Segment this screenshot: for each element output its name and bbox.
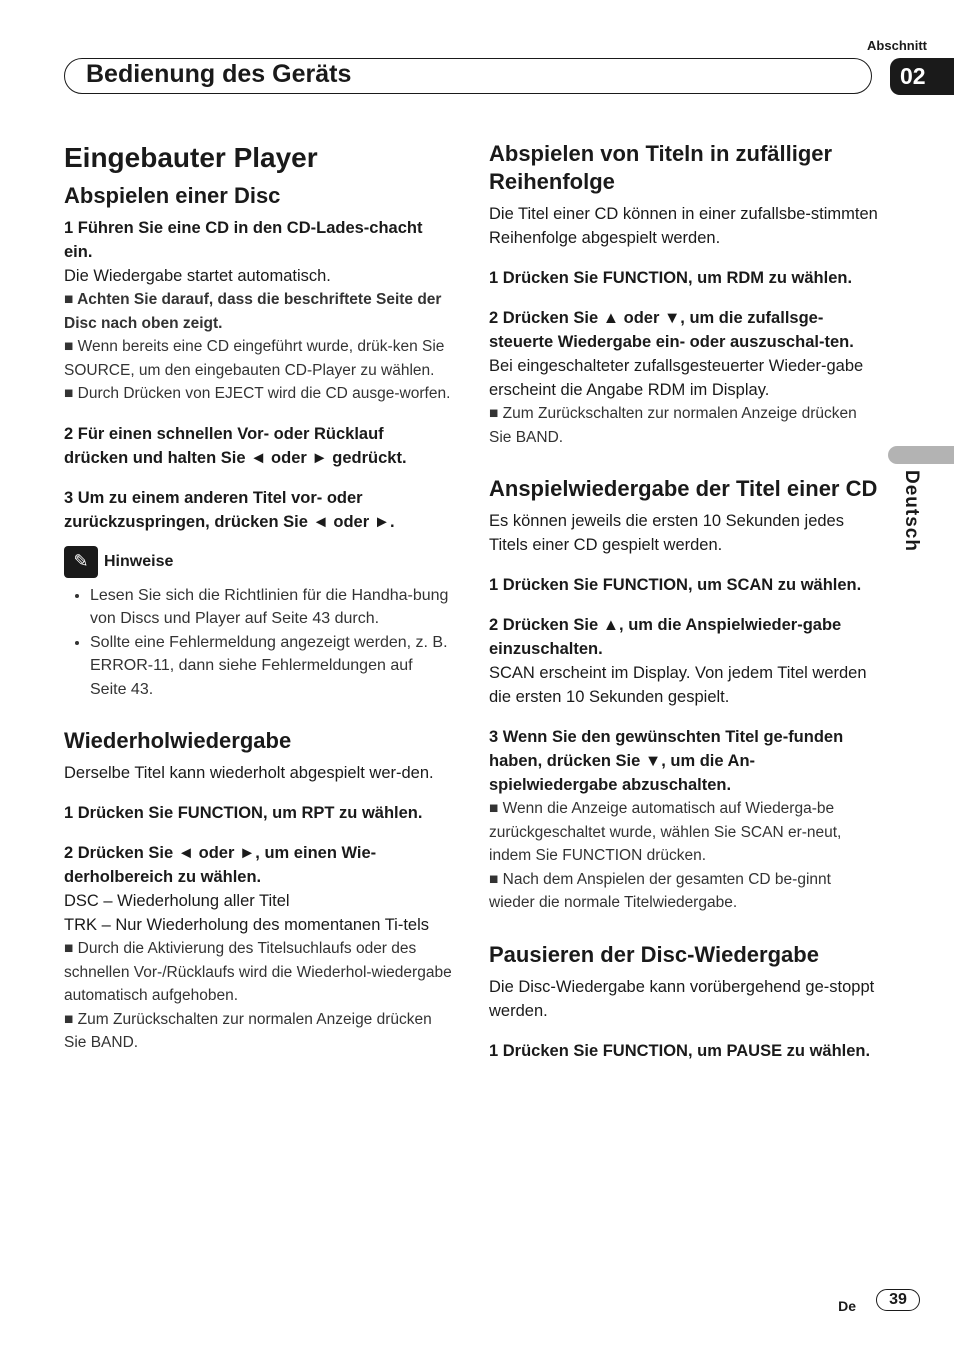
- disc-step-3: 3 Um zu einem anderen Titel vor- oder zurückzuspringen, drücken Sie ◄ oder ►.: [64, 488, 395, 531]
- repeat-note-1: ■ Durch die Aktivierung des Titelsuchlaufs oder des schnellen Vor-/Rücklaufs wird die Wiederhol-wiedergabe automatisch aufgehoben.: [64, 940, 452, 1004]
- pause-step-1: 1 Drücken Sie FUNCTION, um PAUSE zu wählen.: [489, 1041, 871, 1060]
- disc-step-1-text: Die Wiedergabe startet automatisch.: [64, 267, 331, 285]
- repeat-dsc: DSC – Wiederholung aller Titel: [64, 892, 290, 910]
- hinweise-item-1: • Lesen Sie sich die Richtlinien für die Handha-bung von Discs und Player auf Seite 43 durch.: [90, 584, 452, 631]
- scan-text: SCAN erscheint im Display. Von jedem Titel werden die ersten 10 Sekunden gespielt.: [489, 664, 867, 706]
- disc-note-1: ■ Achten Sie darauf, dass die beschriftete Seite der Disc nach oben zeigt.: [64, 291, 442, 332]
- scan-note-1: ■ Wenn die Anzeige automatisch auf Wiederga-be zurückgeschaltet wurde, wählen Sie SCAN er-neut, indem Sie FUNCTION drücken.: [489, 800, 842, 864]
- repeat-step-2: 2 Drücken Sie ◄ oder ►, um einen Wie-derholbereich zu wählen.: [64, 844, 377, 886]
- repeat-intro: Derselbe Titel kann wiederholt abgespielt wer-den.: [64, 764, 434, 782]
- repeat-note-2: ■ Zum Zurückschalten zur normalen Anzeige drücken Sie BAND.: [64, 1010, 432, 1051]
- disc-step-2: 2 Für einen schnellen Vor- oder Rücklauf drücken und halten Sie ◄ oder ► gedrückt.: [64, 424, 407, 467]
- hinweise-header: [64, 546, 452, 578]
- random-heading: Abspielen von Titeln in zufälliger Reihenfolge: [489, 141, 833, 194]
- language-tab: [888, 446, 954, 464]
- random-intro: Die Titel einer CD können in einer zufallsbe-stimmten Reihenfolge abgespielt werden.: [489, 205, 878, 247]
- disc-note-3: ■ Durch Drücken von EJECT wird die CD ausge-worfen.: [64, 385, 451, 402]
- page-title: Eingebauter Player: [64, 142, 318, 173]
- pause-intro: Die Disc-Wiedergabe kann vorübergehend ge-stoppt werden.: [489, 977, 875, 1020]
- disc-heading: Abspielen einer Disc: [64, 183, 281, 208]
- scan-step-3: 3 Wenn Sie den gewünschten Titel ge-funden haben, drücken Sie ▼, um die An-spielwiedergabe abzuschalten.: [489, 728, 844, 794]
- random-text: Bei eingeschalteter zufallsgesteuerter Wieder-gabe erscheint die Angabe RDM im Display.: [489, 357, 864, 399]
- repeat-step-1: 1 Drücken Sie FUNCTION, um RPT zu wählen.: [64, 804, 423, 822]
- chapter-title: Bedienung des Geräts: [86, 60, 352, 88]
- random-note-1: ■ Zum Zurückschalten zur normalen Anzeige drücken Sie BAND.: [489, 405, 857, 446]
- random-step-2: 2 Drücken Sie ▲ oder ▼, um die zufallsge-steuerte Wiedergabe ein- oder auszuschal-ten.: [489, 309, 854, 351]
- repeat-trk: TRK – Nur Wiederholung des momentanen Ti-tels: [64, 916, 429, 934]
- hinweise-item-2: • Sollte eine Fehlermeldung angezeigt werden, z. B. ERROR-11, dann siehe Fehlermeldungen auf Seite 43.: [90, 631, 452, 702]
- repeat-heading: Wiederholwiedergabe: [64, 728, 292, 753]
- hinweise-title: Hinweise: [104, 552, 174, 570]
- scan-step-1: 1 Drücken Sie FUNCTION, um SCAN zu wählen.: [489, 576, 862, 594]
- left-column: [64, 140, 452, 1055]
- scan-note-2: ■ Nach dem Anspielen der gesamten CD be-ginnt wieder die normale Titelwiedergabe.: [489, 870, 831, 911]
- pencil-icon: ✎: [64, 546, 98, 578]
- scan-intro: Es können jeweils die ersten 10 Sekunden jedes Titels einer CD gespielt werden.: [489, 512, 844, 554]
- hinweise-list: [64, 584, 452, 702]
- footer-language: De: [838, 1298, 856, 1314]
- disc-note-2: ■ Wenn bereits eine CD eingeführt wurde, drük-ken Sie SOURCE, um den eingebauten CD-Player zu wählen.: [64, 338, 445, 379]
- scan-step-2: 2 Drücken Sie ▲, um die Anspielwieder-gabe einzuschalten.: [489, 616, 842, 658]
- chapter-number: 02: [890, 58, 954, 95]
- scan-heading: Anspielwiedergabe der Titel einer CD: [489, 476, 878, 501]
- language-label: Deutsch: [901, 470, 922, 552]
- right-column: [489, 140, 879, 1063]
- disc-step-1: 1 Führen Sie eine CD in den CD-Lades-chacht ein.: [64, 219, 423, 261]
- page-number: 39: [876, 1289, 920, 1311]
- pause-heading: Pausieren der Disc-Wiedergabe: [489, 941, 819, 967]
- section-label: Abschnitt: [867, 38, 927, 53]
- random-step-1: 1 Drücken Sie FUNCTION, um RDM zu wählen.: [489, 269, 853, 287]
